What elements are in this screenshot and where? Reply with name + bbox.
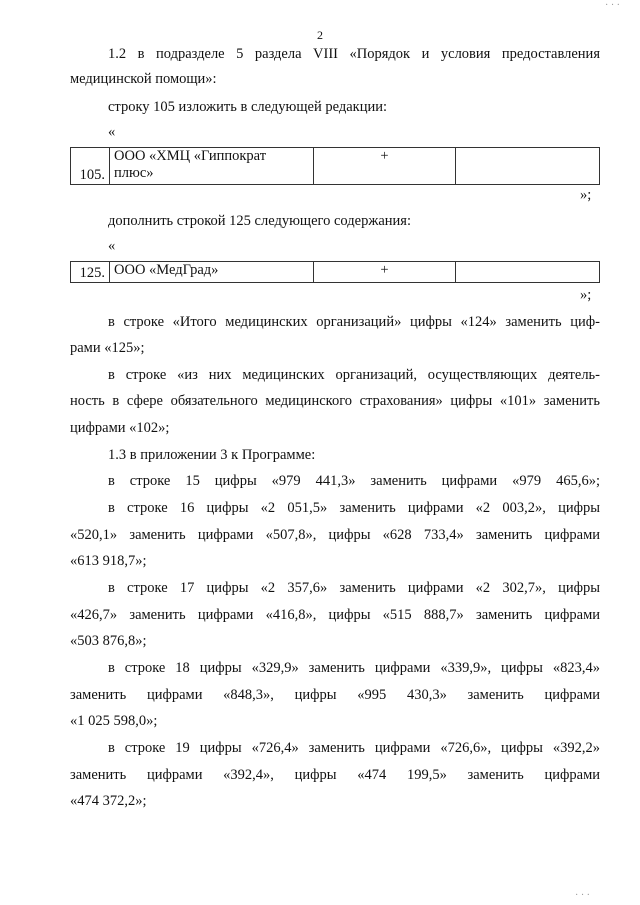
text-line: «426,7» заменить цифрами «416,8», цифры «515 888,7» заменить цифрами <box>70 607 600 623</box>
corner-mark: · · · <box>575 890 590 901</box>
text-line: дополнить строкой 125 следующего содержания: <box>108 213 411 229</box>
text-line: ность в сфере обязательного медицинского страхования» цифры «101» заменить <box>70 393 600 409</box>
text-line: 1.3 в приложении 3 к Программе: <box>108 447 316 463</box>
text-line: рами «125»; <box>70 340 145 356</box>
plus-mark: + <box>314 262 456 283</box>
text-line: цифрами «102»; <box>70 420 170 436</box>
text-line: медицинской помощи»: <box>70 71 217 87</box>
organization-name-line: ООО «ХМЦ «Гиппократ <box>114 148 267 164</box>
text-line: в строке «Итого медицинских организаций» цифры «124» заменить циф- <box>108 314 600 330</box>
table-row-125 <box>70 261 600 283</box>
text-line: в строке 18 цифры «329,9» заменить цифрами «339,9», цифры «823,4» <box>108 660 600 676</box>
plus-mark: + <box>314 148 456 185</box>
text-line: строку 105 изложить в следующей редакции: <box>108 99 387 115</box>
table-row-105 <box>70 147 600 185</box>
text-line: в строке 16 цифры «2 051,5» заменить цифрами «2 003,2», цифры <box>108 500 600 516</box>
text-line: заменить цифрами «392,4», цифры «474 199,5» заменить цифрами <box>70 767 600 783</box>
row-number: 125. <box>71 262 110 283</box>
text-line: «613 918,7»; <box>70 553 147 569</box>
open-quote: « <box>108 124 116 140</box>
organization-cell <box>110 148 314 185</box>
text-line: «474 372,2»; <box>70 793 147 809</box>
text-line: «503 876,8»; <box>70 633 147 649</box>
text-line: «1 025 598,0»; <box>70 713 158 729</box>
text-line: заменить цифрами «848,3», цифры «995 430,3» заменить цифрами <box>70 687 600 703</box>
empty-cell <box>456 148 600 185</box>
text-line: в строке 17 цифры «2 357,6» заменить цифрами «2 302,7», цифры <box>108 580 600 596</box>
text-line: 1.2 в подразделе 5 раздела VIII «Порядок и условия предоставления <box>108 46 600 62</box>
organization-name-line: плюс» <box>114 165 154 181</box>
text-line: в строке 19 цифры «726,4» заменить цифрами «726,6», цифры «392,2» <box>108 740 600 756</box>
empty-cell <box>456 262 600 283</box>
text-line: в строке «из них медицинских организаций, осуществляющих деятель- <box>108 367 600 383</box>
corner-mark: · · · <box>605 0 620 11</box>
text-line: в строке 15 цифры «979 441,3» заменить цифрами «979 465,6»; <box>108 473 600 489</box>
organization-cell: ООО «МедГрад» <box>110 262 314 283</box>
close-quote: »; <box>580 287 592 303</box>
row-number: 105. <box>71 148 110 185</box>
text-line: «520,1» заменить цифрами «507,8», цифры «628 733,4» заменить цифрами <box>70 527 600 543</box>
close-quote: »; <box>580 187 592 203</box>
page-number: 2 <box>317 28 323 42</box>
open-quote: « <box>108 238 116 254</box>
